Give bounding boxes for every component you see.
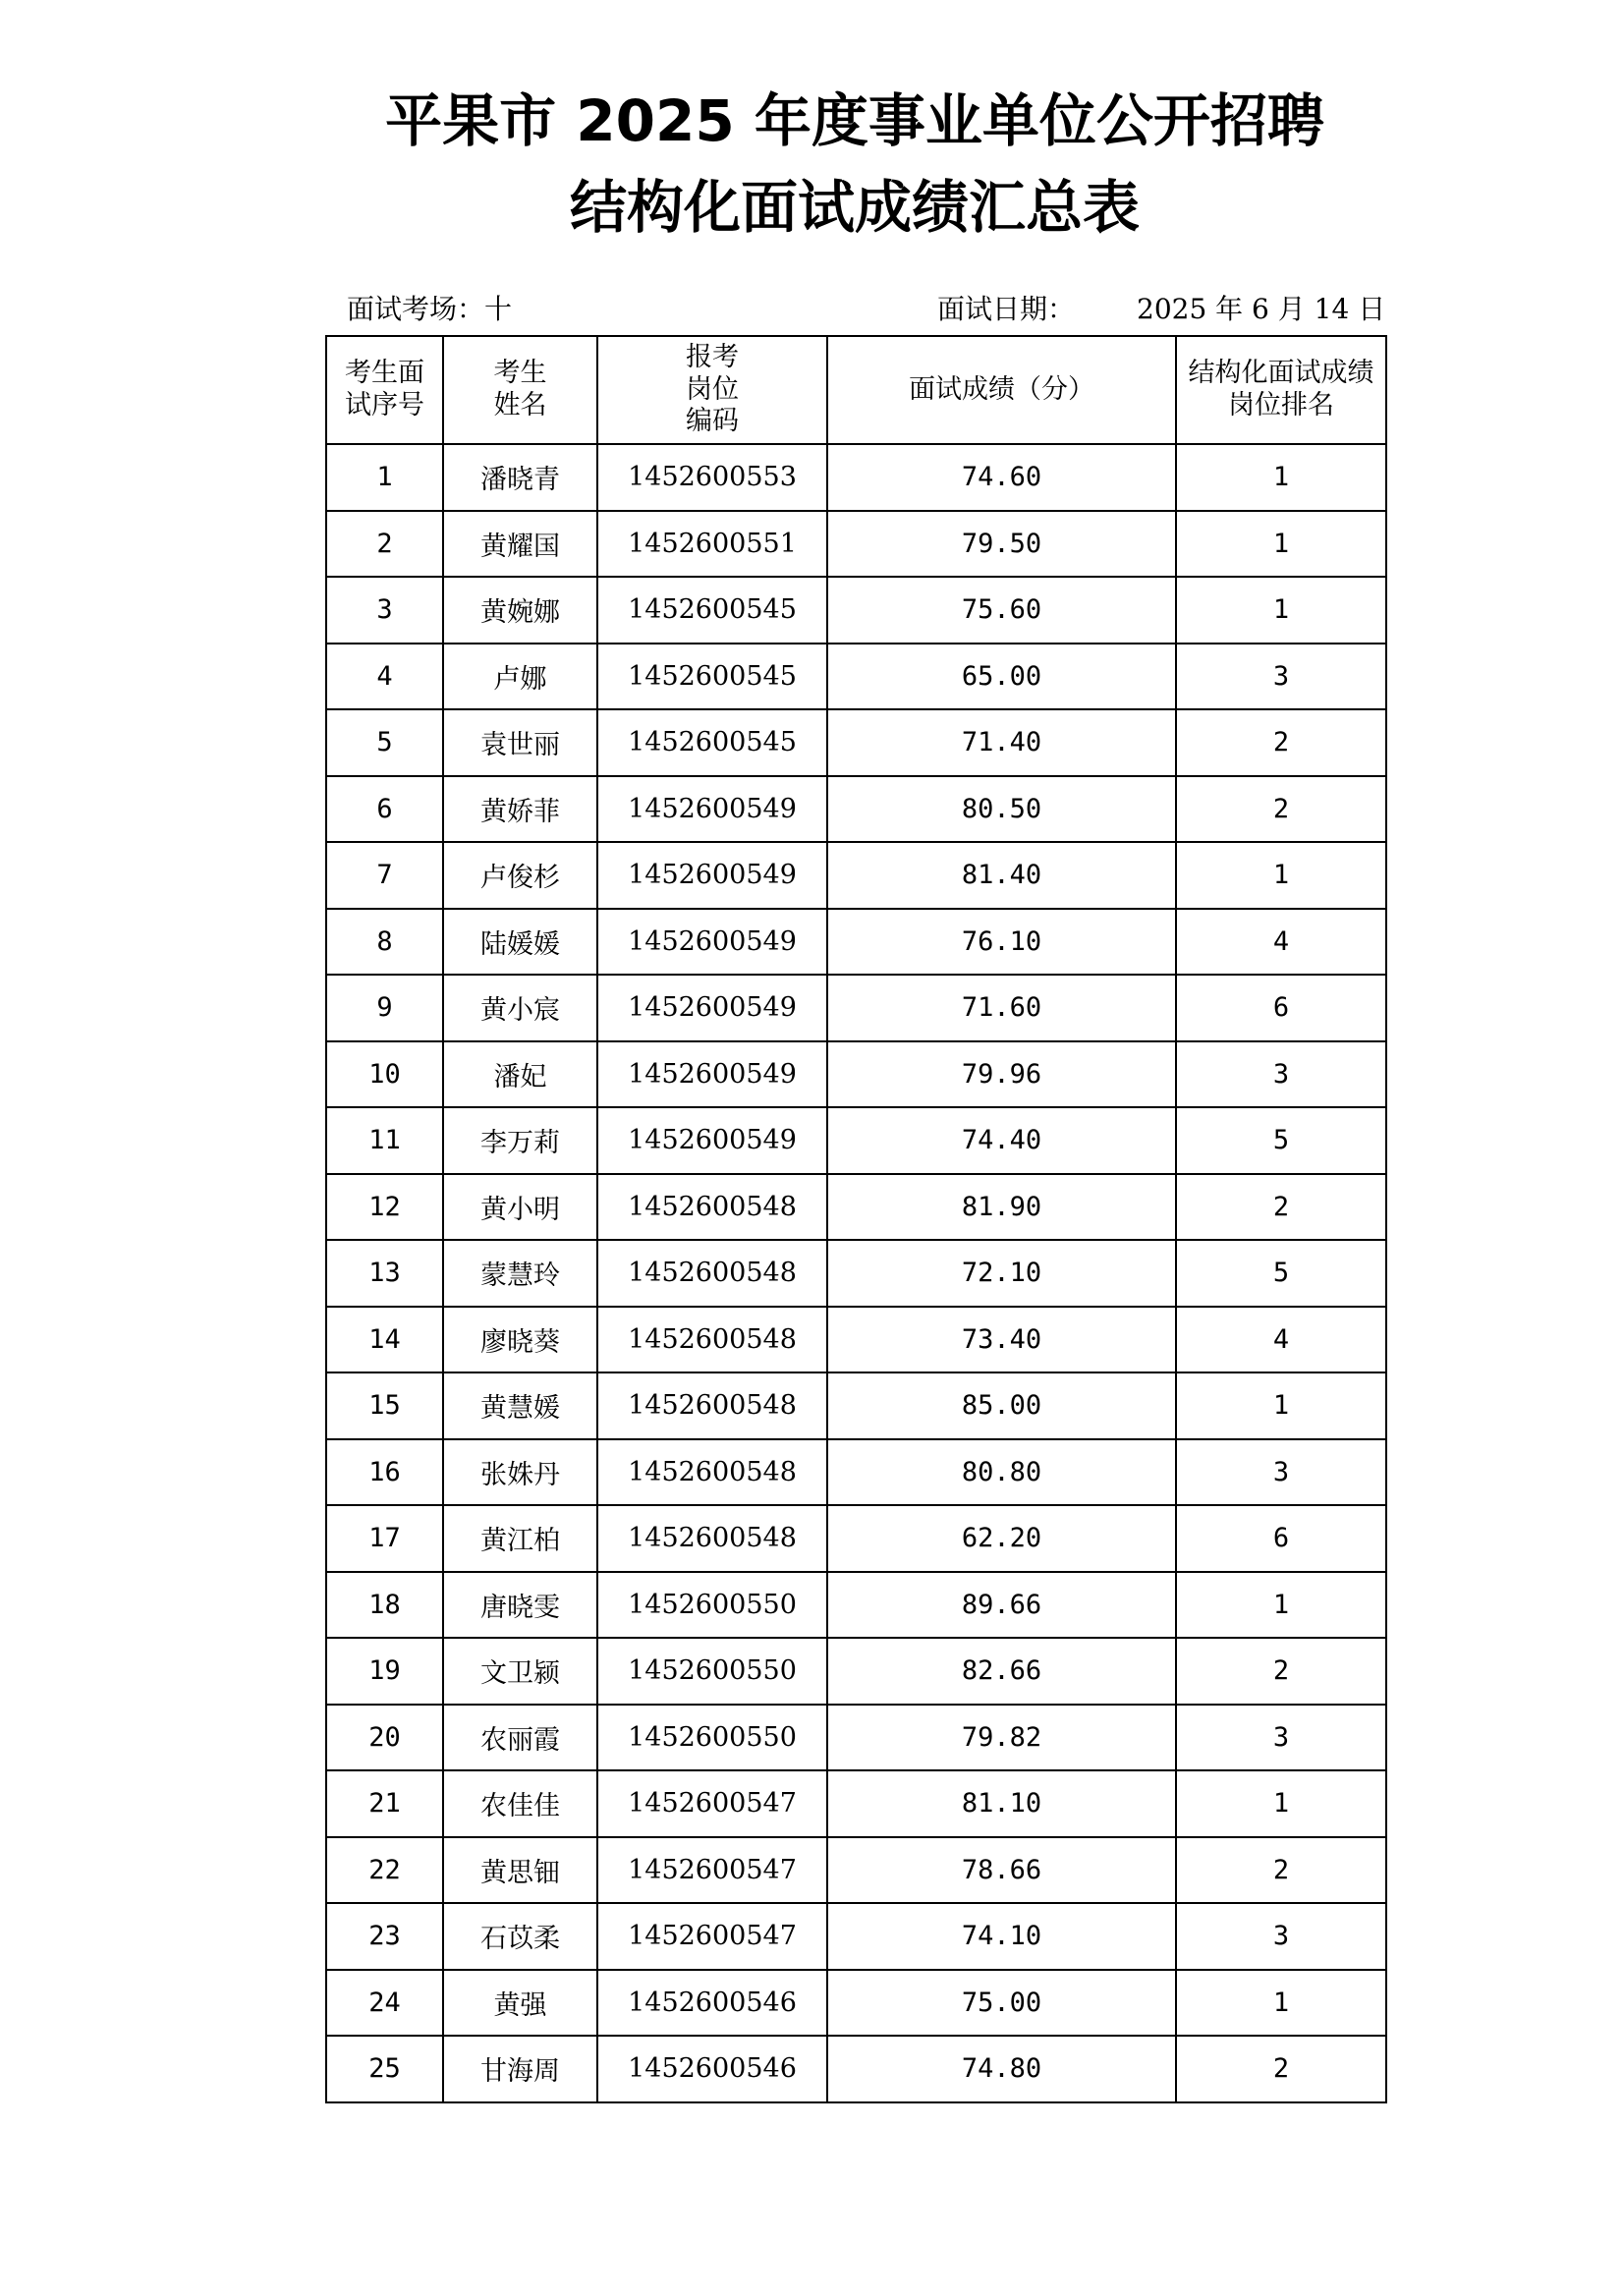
- cell-score: 73.40: [827, 1307, 1176, 1373]
- cell-score: 80.80: [827, 1439, 1176, 1506]
- cell-rank: 3: [1176, 1705, 1386, 1771]
- cell-post-code: 1452600549: [597, 1041, 827, 1108]
- score-table-header: [326, 336, 1386, 444]
- cell-post-code: 1452600548: [597, 1439, 827, 1506]
- cell-post-code: 1452600550: [597, 1705, 827, 1771]
- cell-score: 78.66: [827, 1837, 1176, 1904]
- cell-score: 74.60: [827, 444, 1176, 511]
- cell-name: 黄娇菲: [443, 776, 597, 843]
- table-row: [326, 1903, 1386, 1970]
- cell-name: 黄思钿: [443, 1837, 597, 1904]
- cell-seq: 7: [326, 842, 443, 909]
- header-seq: [326, 336, 443, 444]
- cell-name: 黄江柏: [443, 1505, 597, 1572]
- cell-score: 79.82: [827, 1705, 1176, 1771]
- cell-seq: 9: [326, 975, 443, 1041]
- cell-score: 62.20: [827, 1505, 1176, 1572]
- cell-seq: 12: [326, 1174, 443, 1241]
- cell-name: 潘晓青: [443, 444, 597, 511]
- cell-seq: 5: [326, 709, 443, 776]
- table-row: [326, 776, 1386, 843]
- cell-seq: 18: [326, 1572, 443, 1639]
- cell-seq: 25: [326, 2036, 443, 2102]
- cell-post-code: 1452600549: [597, 975, 827, 1041]
- cell-name: 李万莉: [443, 1107, 597, 1174]
- header-name: [443, 336, 597, 444]
- cell-score: 71.60: [827, 975, 1176, 1041]
- table-row: [326, 842, 1386, 909]
- cell-name: 农丽霞: [443, 1705, 597, 1771]
- cell-post-code: 1452600547: [597, 1837, 827, 1904]
- cell-post-code: 1452600549: [597, 776, 827, 843]
- cell-seq: 17: [326, 1505, 443, 1572]
- cell-name: 黄婉娜: [443, 577, 597, 644]
- cell-post-code: 1452600549: [597, 1107, 827, 1174]
- cell-name: 文卫颍: [443, 1638, 597, 1705]
- cell-post-code: 1452600550: [597, 1572, 827, 1639]
- cell-score: 75.00: [827, 1970, 1176, 2037]
- cell-name: 黄小明: [443, 1174, 597, 1241]
- exam-venue: 面试考场：十: [347, 293, 513, 325]
- cell-post-code: 1452600548: [597, 1174, 827, 1241]
- table-row: [326, 1970, 1386, 2037]
- cell-rank: 2: [1176, 709, 1386, 776]
- cell-post-code: 1452600546: [597, 2036, 827, 2102]
- cell-post-code: 1452600550: [597, 1638, 827, 1705]
- cell-name: 黄强: [443, 1970, 597, 2037]
- cell-post-code: 1452600547: [597, 1770, 827, 1837]
- table-row: [326, 511, 1386, 578]
- cell-rank: 2: [1176, 2036, 1386, 2102]
- cell-rank: 3: [1176, 1903, 1386, 1970]
- cell-rank: 2: [1176, 1837, 1386, 1904]
- table-row: [326, 2036, 1386, 2102]
- header-rank: [1176, 336, 1386, 444]
- table-row: [326, 1041, 1386, 1108]
- cell-score: 80.50: [827, 776, 1176, 843]
- table-row: [326, 1372, 1386, 1439]
- document-title-line2: 结构化面试成绩汇总表: [569, 174, 1140, 241]
- cell-post-code: 1452600549: [597, 842, 827, 909]
- cell-score: 79.50: [827, 511, 1176, 578]
- cell-score: 74.10: [827, 1903, 1176, 1970]
- header-seq-line1: 考生面: [345, 358, 424, 389]
- cell-score: 76.10: [827, 909, 1176, 976]
- cell-seq: 21: [326, 1770, 443, 1837]
- cell-seq: 22: [326, 1837, 443, 1904]
- header-code-line3: 编码: [686, 406, 739, 437]
- cell-rank: 1: [1176, 444, 1386, 511]
- cell-name: 张姝丹: [443, 1439, 597, 1506]
- cell-seq: 23: [326, 1903, 443, 1970]
- cell-name: 黄耀国: [443, 511, 597, 578]
- table-row: [326, 1638, 1386, 1705]
- table-row: [326, 1240, 1386, 1307]
- document-title-line1: 平果市 2025 年度事业单位公开招聘: [385, 87, 1324, 154]
- header-rank-line2: 岗位排名: [1228, 390, 1334, 420]
- cell-rank: 1: [1176, 1970, 1386, 2037]
- table-row: [326, 644, 1386, 710]
- cell-seq: 1: [326, 444, 443, 511]
- cell-name: 甘海周: [443, 2036, 597, 2102]
- cell-rank: 1: [1176, 842, 1386, 909]
- cell-name: 卢俊杉: [443, 842, 597, 909]
- table-row: [326, 1837, 1386, 1904]
- cell-score: 81.40: [827, 842, 1176, 909]
- cell-seq: 13: [326, 1240, 443, 1307]
- cell-rank: 2: [1176, 1638, 1386, 1705]
- table-row: [326, 577, 1386, 644]
- cell-rank: 1: [1176, 511, 1386, 578]
- cell-score: 81.10: [827, 1770, 1176, 1837]
- cell-rank: 3: [1176, 1439, 1386, 1506]
- exam-date-label: 面试日期：: [937, 293, 1076, 325]
- cell-rank: 5: [1176, 1240, 1386, 1307]
- cell-name: 卢娜: [443, 644, 597, 710]
- cell-seq: 15: [326, 1372, 443, 1439]
- cell-score: 81.90: [827, 1174, 1176, 1241]
- header-code-line2: 岗位: [686, 373, 739, 405]
- cell-rank: 1: [1176, 577, 1386, 644]
- header-row: [326, 336, 1386, 444]
- cell-post-code: 1452600549: [597, 909, 827, 976]
- cell-name: 陆媛媛: [443, 909, 597, 976]
- cell-post-code: 1452600547: [597, 1903, 827, 1970]
- cell-name: 潘妃: [443, 1041, 597, 1108]
- cell-name: 黄慧媛: [443, 1372, 597, 1439]
- score-table-body: [326, 444, 1386, 2102]
- cell-score: 89.66: [827, 1572, 1176, 1639]
- cell-seq: 16: [326, 1439, 443, 1506]
- cell-seq: 20: [326, 1705, 443, 1771]
- cell-post-code: 1452600548: [597, 1240, 827, 1307]
- cell-rank: 2: [1176, 776, 1386, 843]
- cell-rank: 5: [1176, 1107, 1386, 1174]
- cell-post-code: 1452600545: [597, 644, 827, 710]
- cell-rank: 4: [1176, 1307, 1386, 1373]
- cell-score: 74.40: [827, 1107, 1176, 1174]
- cell-post-code: 1452600545: [597, 577, 827, 644]
- header-score: 面试成绩（分）: [827, 336, 1176, 444]
- header-name-line1: 考生: [493, 358, 547, 389]
- cell-score: 79.96: [827, 1041, 1176, 1108]
- cell-seq: 11: [326, 1107, 443, 1174]
- cell-seq: 10: [326, 1041, 443, 1108]
- cell-seq: 8: [326, 909, 443, 976]
- table-row: [326, 1439, 1386, 1506]
- cell-score: 82.66: [827, 1638, 1176, 1705]
- header-code-line1: 报考: [686, 341, 739, 372]
- cell-rank: 1: [1176, 1372, 1386, 1439]
- cell-score: 74.80: [827, 2036, 1176, 2102]
- header-seq-line2: 试序号: [345, 390, 424, 420]
- cell-rank: 2: [1176, 1174, 1386, 1241]
- cell-name: 石苡柔: [443, 1903, 597, 1970]
- cell-seq: 3: [326, 577, 443, 644]
- cell-seq: 2: [326, 511, 443, 578]
- table-row: [326, 1107, 1386, 1174]
- exam-date-value: 2025 年 6 月 14 日: [1137, 293, 1386, 325]
- cell-rank: 1: [1176, 1572, 1386, 1639]
- cell-seq: 24: [326, 1970, 443, 2037]
- table-row: [326, 1505, 1386, 1572]
- header-name-line2: 姓名: [493, 390, 547, 420]
- cell-name: 袁世丽: [443, 709, 597, 776]
- cell-post-code: 1452600545: [597, 709, 827, 776]
- table-row: [326, 1705, 1386, 1771]
- cell-rank: 4: [1176, 909, 1386, 976]
- cell-seq: 6: [326, 776, 443, 843]
- cell-post-code: 1452600553: [597, 444, 827, 511]
- cell-post-code: 1452600548: [597, 1505, 827, 1572]
- cell-post-code: 1452600551: [597, 511, 827, 578]
- cell-seq: 19: [326, 1638, 443, 1705]
- cell-name: 唐晓雯: [443, 1572, 597, 1639]
- cell-rank: 1: [1176, 1770, 1386, 1837]
- cell-seq: 14: [326, 1307, 443, 1373]
- table-row: [326, 1770, 1386, 1837]
- cell-score: 65.00: [827, 644, 1176, 710]
- cell-post-code: 1452600548: [597, 1307, 827, 1373]
- cell-post-code: 1452600548: [597, 1372, 827, 1439]
- cell-score: 71.40: [827, 709, 1176, 776]
- table-row: [326, 975, 1386, 1041]
- score-table: [325, 335, 1387, 2103]
- cell-score: 75.60: [827, 577, 1176, 644]
- cell-seq: 4: [326, 644, 443, 710]
- cell-rank: 3: [1176, 1041, 1386, 1108]
- cell-post-code: 1452600546: [597, 1970, 827, 2037]
- table-row: [326, 444, 1386, 511]
- cell-rank: 3: [1176, 644, 1386, 710]
- cell-score: 85.00: [827, 1372, 1176, 1439]
- cell-name: 蒙慧玲: [443, 1240, 597, 1307]
- cell-rank: 6: [1176, 1505, 1386, 1572]
- table-row: [326, 1307, 1386, 1373]
- table-row: [326, 1572, 1386, 1639]
- cell-name: 农佳佳: [443, 1770, 597, 1837]
- table-row: [326, 1174, 1386, 1241]
- cell-rank: 6: [1176, 975, 1386, 1041]
- cell-name: 黄小宸: [443, 975, 597, 1041]
- cell-score: 72.10: [827, 1240, 1176, 1307]
- header-code: [597, 336, 827, 444]
- table-row: [326, 909, 1386, 976]
- table-row: [326, 709, 1386, 776]
- cell-name: 廖晓葵: [443, 1307, 597, 1373]
- header-rank-line1: 结构化面试成绩: [1188, 358, 1374, 389]
